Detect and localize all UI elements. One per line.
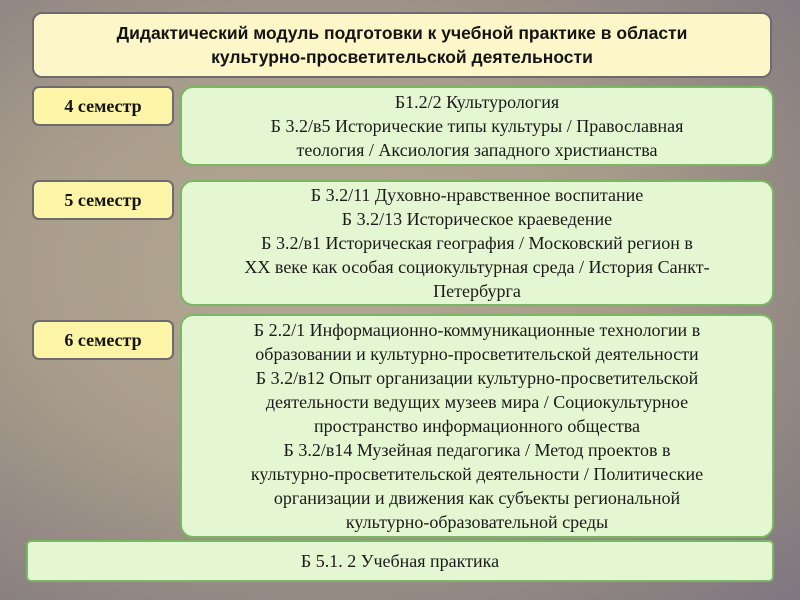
module-title-line-1: Дидактический модуль подготовки к учебной практике в области <box>116 23 688 43</box>
course-line: Б 3.2/в5 Исторические типы культуры / Православная <box>270 116 684 136</box>
semester-6-courses <box>180 314 774 538</box>
semester-6-label: 6 семестр <box>32 320 174 360</box>
course-line: Б 3.2/11 Духовно-нравственное воспитание <box>310 185 644 205</box>
semester-5-courses <box>180 180 774 306</box>
course-line: Б 3.2/в12 Опыт организации культурно-просветительской <box>255 368 699 388</box>
semester-4-courses <box>180 86 774 166</box>
course-line: XX веке как особая социокультурная среда / История Санкт- <box>244 257 710 277</box>
semester-5-label: 5 семестр <box>32 180 174 220</box>
course-line: Б 3.2/в1 Историческая география / Московский регион в <box>261 233 693 253</box>
course-line: Б 3.2/13 Историческое краеведение <box>341 209 613 229</box>
module-title-line-2: культурно-просветительской деятельности <box>211 47 593 67</box>
course-line: культурно-просветительской деятельности / Политические <box>250 464 704 484</box>
semester-4-label: 4 семестр <box>32 86 174 126</box>
course-line: Б1.2/2 Культурология <box>394 92 560 112</box>
course-line: пространство информационного общества <box>314 416 640 436</box>
course-line: организации и движения как субъекты региональной <box>273 488 681 508</box>
course-line: культурно-образовательной среды <box>345 512 609 532</box>
course-line: Б 2.2/1 Информационно-коммуникационные технологии в <box>253 320 701 340</box>
course-line: образовании и культурно-просветительской деятельности <box>255 344 699 364</box>
course-line: Б 3.2/в14 Музейная педагогика / Метод проектов в <box>283 440 671 460</box>
practice-label: Б 5.1. 2 Учебная практика <box>300 550 500 571</box>
module-title-box <box>32 12 772 78</box>
course-line: Петербурга <box>433 281 521 301</box>
practice-box <box>26 540 774 582</box>
course-line: теология / Аксиология западного христианства <box>296 140 658 160</box>
course-line: деятельности ведущих музеев мира / Социокультурное <box>265 392 689 412</box>
